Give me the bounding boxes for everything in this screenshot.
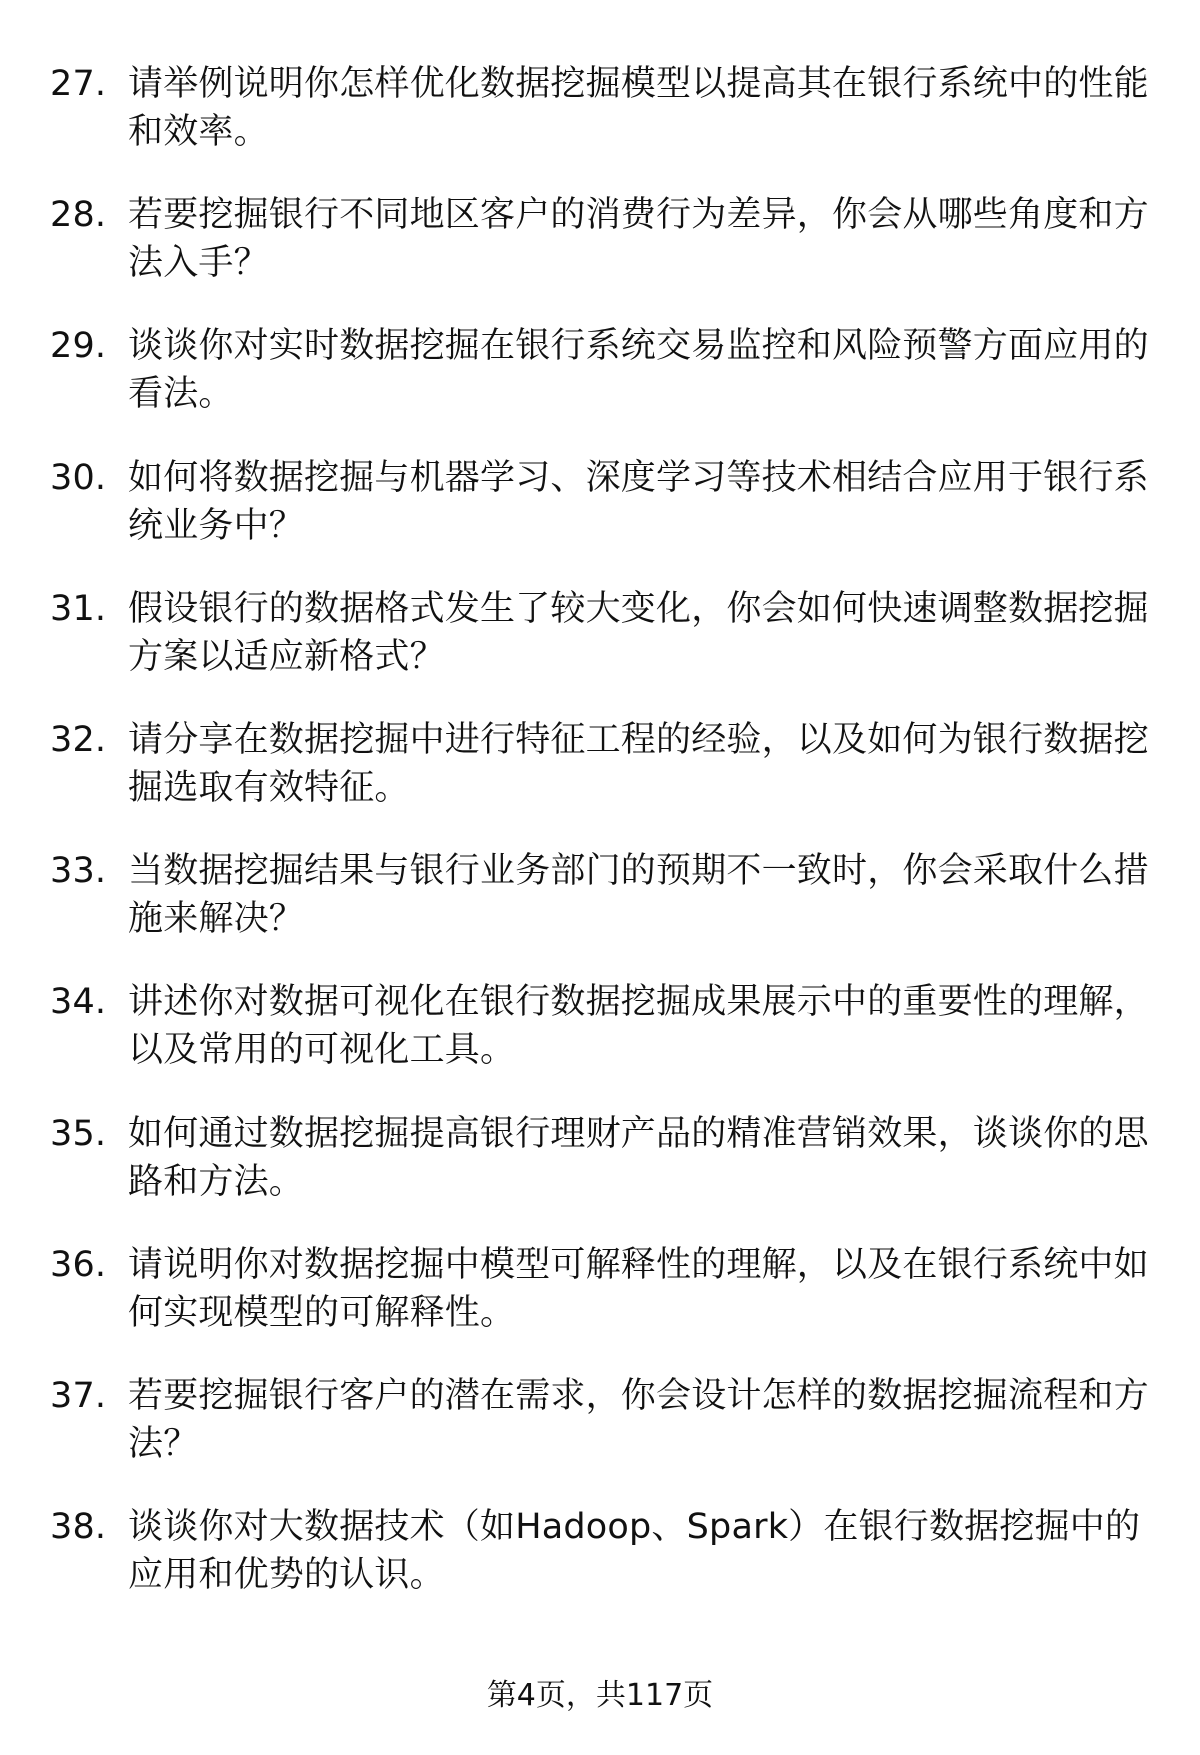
question-number: 37. [50,1375,107,1416]
question-item [50,322,1160,418]
question-text: 谈谈你对实时数据挖掘在银行系统交易监控和风险预警方面应用的看法。 [128,326,1149,415]
question-item [50,978,1160,1074]
question-number: 28. [50,195,107,236]
question-number: 29. [50,326,107,367]
question-item [50,847,1160,943]
question-number: 34. [50,982,107,1023]
question-text: 当数据挖掘结果与银行业务部门的预期不一致时，你会采取什么措施来解决？ [128,851,1149,940]
question-text: 如何将数据挖掘与机器学习、深度学习等技术相结合应用于银行系统业务中？ [128,457,1149,546]
question-text: 谈谈你对大数据技术（如Hadoop、Spark）在银行数据挖掘中的应用和优势的认识。 [128,1507,1141,1596]
question-text: 请分享在数据挖掘中进行特征工程的经验，以及如何为银行数据挖掘选取有效特征。 [128,719,1149,808]
question-number: 27. [50,64,107,104]
question-item [50,1503,1160,1599]
question-item [50,191,1160,287]
question-item [50,716,1160,812]
question-number: 31. [50,588,107,629]
question-text: 讲述你对数据可视化在银行数据挖掘成果展示中的重要性的理解，以及常用的可视化工具。 [128,982,1149,1071]
question-text: 若要挖掘银行客户的潜在需求，你会设计怎样的数据挖掘流程和方法？ [128,1375,1149,1464]
question-text: 如何通过数据挖掘提高银行理财产品的精准营销效果，谈谈你的思路和方法。 [128,1113,1149,1202]
question-text: 若要挖掘银行不同地区客户的消费行为差异，你会从哪些角度和方法入手？ [128,195,1149,284]
question-number: 30. [50,457,107,498]
question-number: 36. [50,1244,107,1285]
question-list [50,60,1160,1634]
question-item [50,1372,1160,1468]
question-text: 请说明你对数据挖掘中模型可解释性的理解，以及在银行系统中如何实现模型的可解释性。 [128,1244,1149,1333]
question-text: 假设银行的数据格式发生了较大变化，你会如何快速调整数据挖掘方案以适应新格式？ [128,588,1149,677]
question-item [50,60,1160,156]
page-indicator: 第4页，共117页 [486,1678,714,1713]
question-item [50,585,1160,681]
question-item [50,454,1160,550]
question-number: 33. [50,851,107,892]
question-item [50,1241,1160,1337]
question-number: 32. [50,719,107,760]
question-number: 38. [50,1507,107,1548]
question-number: 35. [50,1113,107,1154]
question-item [50,1110,1160,1206]
question-text: 请举例说明你怎样优化数据挖掘模型以提高其在银行系统中的性能和效率。 [128,64,1149,152]
